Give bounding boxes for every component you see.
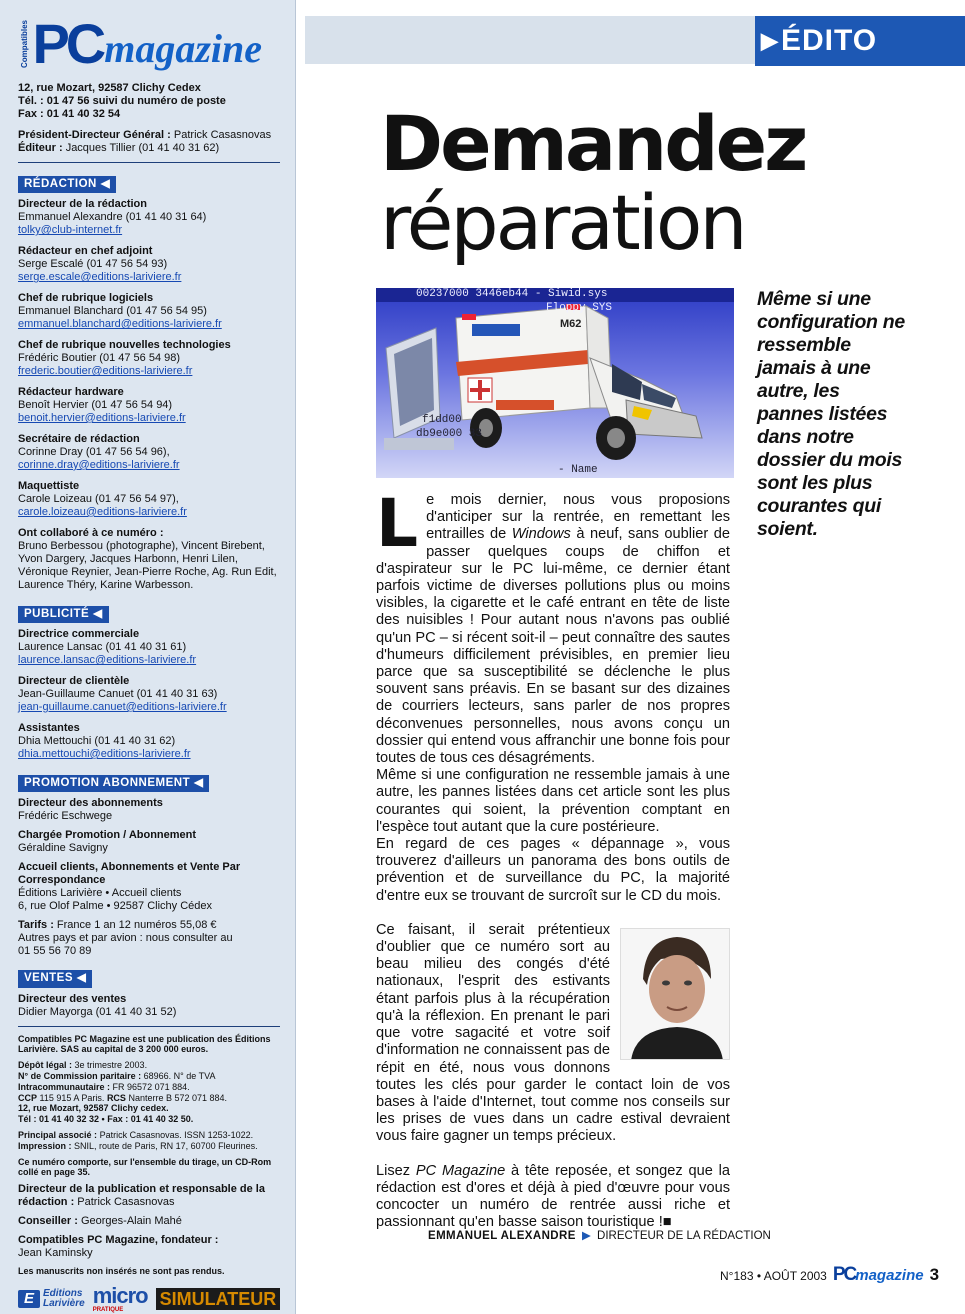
collaborators: Ont collaboré à ce numéro : Bruno Berbessou (photographe), Vincent Birebent, Yvon Dargery, Jacques Harbonn, Henri Lilen, Véronique Reynier, Jean-Pierre Roche, Ag. Run Edit, Laurence Théry, Karine Warbesson.: [18, 526, 277, 591]
chevron-left-icon: ◀: [194, 776, 204, 789]
chevron-left-icon: ◀: [77, 972, 87, 985]
divider: [18, 162, 280, 163]
staff-entry: Directeur de la rédaction Emmanuel Alexandre (01 41 40 31 64) tolky@club-internet.fr: [18, 198, 207, 237]
legal-notice: Compatibles PC Magazine est une publication des Éditions Larivière. SAS au capital de 3 200 000 euros. Dépôt légal : 3e trimestre 2003. N° de Commission paritaire : 68966. N° de TVA Intracommunautaire : FR 96572 071 884. CCP 115 915 A Paris. RCS Nanterre B 572 071 884. 12, rue Mozart, 92587 Clichy cedex. Tél : 01 41 40 32 32 • Fax : 01 41 40 32 50. Principal associé : Patrick Casasnovas. ISSN 1253-1022. Impression : SNIL, route de Paris, RN 17, 60700 Fleurines. Ce numéro comporte, sur l'ensemble du tirage, un CD-Rom collé en page 35.: [18, 1034, 281, 1179]
publicite-list: [18, 628, 281, 761]
email-link[interactable]: tolky@club-internet.fr: [18, 224, 123, 237]
header-bar: [305, 16, 755, 64]
article-headline: [380, 99, 920, 267]
tarifs: Tarifs : France 1 an 12 numéros 55,08 € Autres pays et par avion : nous consulter au 01 55 56 70 89: [18, 919, 233, 958]
publisher-address: [18, 82, 281, 121]
issue-info: N°183 • AOÛT 2003: [720, 1269, 827, 1283]
article-body: [376, 485, 730, 1231]
email-link[interactable]: dhia.mettouchi@editions-lariviere.fr: [18, 747, 191, 760]
code-line: f1dd00: [422, 414, 462, 426]
staff-entry: Directrice commerciale Laurence Lansac (01 41 40 31 61) laurence.lansac@editions-lariviere.fr: [18, 628, 197, 667]
email-link[interactable]: corinne.dray@editions-lariviere.fr: [18, 458, 180, 471]
section-header-ventes: VENTES ◀: [18, 970, 92, 988]
code-line: 00237000 3446eb44 - Siwid.sys: [416, 288, 608, 300]
arrow-right-icon: ▶: [761, 28, 779, 53]
masthead-sidebar: [0, 0, 296, 1314]
legal-details: Dépôt légal : 3e trimestre 2003. N° de Commission paritaire : 68966. N° de TVA Intracommunautaire : FR 96572 071 884. CCP 115 915 A Paris. RCS Nanterre B 572 071 884. 12, rue Mozart, 92587 Clichy cedex. Tél : 01 41 40 32 32 • Fax : 01 41 40 32 50.: [18, 1060, 228, 1125]
logo-pc: PC: [32, 12, 103, 75]
arrow-right-icon: ▶: [581, 1230, 591, 1242]
pull-quote: Même si une configuration ne ressemble jamais à une autre, les pannes listées dans notre dossier du mois sont les plus courantes qui soient.: [757, 288, 905, 540]
manuscrits-note: Les manuscrits non insérés ne sont pas rendus.: [18, 1266, 225, 1276]
publisher-logos: [18, 1282, 281, 1313]
ambulance-illustration: [376, 288, 734, 478]
headline-line-1: Demandez: [380, 99, 806, 188]
email-link[interactable]: benoit.hervier@editions-lariviere.fr: [18, 411, 186, 424]
footer-logo-magazine: magazine: [855, 1267, 924, 1284]
address-line: 12, rue Mozart, 92587 Clichy Cedex: [18, 82, 201, 94]
author-title: DIRECTEUR DE LA RÉDACTION: [597, 1230, 771, 1242]
staff-entry: Maquettiste Carole Loizeau (01 47 56 54 97), carole.loizeau@editions-lariviere.fr: [18, 479, 187, 518]
president-name: Patrick Casasnovas: [173, 128, 272, 141]
page-number: 3: [929, 1265, 940, 1284]
staff-entry: Rédacteur hardware Benoît Hervier (01 47 56 54 94) benoit.hervier@editions-lariviere.fr: [18, 386, 186, 424]
ambulance-image: [376, 288, 734, 478]
author-signature: [428, 1228, 771, 1242]
paragraph: Ce faisant, il serait prétentieux d'oublier que ce numéro sort au beau milieu des congés d'été nationaux, l'esprit des estivants étant parfois plus à la récupération qu'à la réflexion. En prenant le pari que votre sagacité et votre soif d'information ne connaissent pas de répit en été, nous vous donnons toutes les clés pour garder le contact loin de vos bases à l'aide d'Internet, tout comme nos conseils sur les prises de vues dans un cadre estival devraient vous faire gagner un temps précieux.: [376, 921, 730, 1145]
editeur-role: Éditeur :: [18, 141, 63, 154]
section-tab-edito: [755, 16, 965, 66]
staff-entry: Chef de rubrique nouvelles technologies Frédéric Boutier (01 47 56 54 98) frederic.boutier@editions-lariviere.fr: [18, 339, 231, 378]
fax-line: Fax : 01 41 40 32 54: [18, 107, 121, 120]
paragraph: Même si une configuration ne ressemble jamais à une autre, les pannes listées dans cet article sont les plus courantes qui soient, la prévention comptant en l'espèce tout autant que la cure postérieure.: [376, 767, 730, 835]
code-line: - Name: [558, 464, 598, 476]
staff-entry: Secrétaire de rédaction Corinne Dray (01 47 56 54 96), corinne.dray@editions-lariviere.fr: [18, 432, 180, 471]
paragraph: Le mois dernier, nous vous proposions d'anticiper sur la rentrée, en remettant les entrailles de Windows à neuf, sans oublier de passer quelques coups de chiffon et d'aspirateur sur le PC lui-même, ce dernier étant parfois victime de diverses pollutions plus ou moins visibles, la cigarette et le café entrant en tête de liste des nuisibles ! Pour autant nous n'avons pas oublié qu'un PC – si récent soit-il – peut connaître des sautes d'humeurs difficilement prévisibles, en premier lieu parce que sa susceptibilité se déclenche le plus souvent sans préavis. En se basant sur des dizaines de courriers lecteurs, sans parler de nos propres déconvenues personnelles, nous avons conçu un dossier qui entend vous affranchir une bonne fois pour toutes de tous ces désagréments.: [376, 485, 730, 767]
code-line: Floppy.SYS: [546, 302, 613, 314]
legal-printing: Principal associé : Patrick Casasnovas. ISSN 1253-1022. Impression : SNIL, route de Paris, RN 17, 60700 Fleurines.: [18, 1129, 258, 1151]
chevron-left-icon: ◀: [100, 177, 111, 190]
paragraph: Lisez PC Magazine à tête reposée, et songez que la rédaction est d'ores et déjà à pied d'œuvre pour vous concocter un numéro de rentrée aussi riche et passionnant qu'en basse saison touristique !■: [376, 1162, 730, 1231]
micro-simulateur-logo: SIMULATEUR: [156, 1288, 281, 1310]
redaction-list: [18, 198, 281, 591]
email-link[interactable]: emmanuel.blanchard@editions-lariviere.fr: [18, 318, 222, 331]
staff-entry: Assistantes Dhia Mettouchi (01 41 40 31 62) dhia.mettouchi@editions-lariviere.fr: [18, 721, 191, 760]
management: [18, 129, 281, 155]
lariviere-e-icon: E: [18, 1290, 40, 1308]
staff-entry: Directeur des ventes Didier Mayorga (01 41 40 31 52): [18, 992, 177, 1018]
divider: [18, 1026, 280, 1027]
staff-entry: Directeur des abonnements Frédéric Eschwege: [18, 797, 163, 823]
ambulance-label: M62: [560, 318, 582, 330]
section-label: ÉDITO: [781, 24, 878, 57]
portrait-image: [621, 929, 730, 1060]
email-link[interactable]: laurence.lansac@editions-lariviere.fr: [18, 654, 197, 667]
publication-director: Directeur de la publication et responsable de la rédaction : Patrick Casasnovas: [18, 1183, 265, 1209]
logo-compatibles: Compatibles: [20, 20, 29, 69]
drop-cap: L: [376, 485, 419, 562]
conseiller: Conseiller : Georges-Alain Mahé: [18, 1215, 182, 1228]
email-link[interactable]: serge.escale@editions-lariviere.fr: [18, 271, 182, 284]
end-mark: ■: [662, 1214, 672, 1231]
staff-entry: Directeur de clientèle Jean-Guillaume Canuet (01 41 40 31 63) jean-guillaume.canuet@editions-lariviere.fr: [18, 675, 227, 713]
staff-entry: Chargée Promotion / Abonnement Géraldine Savigny: [18, 829, 197, 855]
staff-entry: Accueil clients, Abonnements et Vente Par Correspondance Éditions Larivière • Accueil clients 6, rue Olof Palme • 92587 Clichy Cédex: [18, 861, 241, 913]
phone-line: Tél. : 01 47 56 suivi du numéro de poste: [18, 94, 226, 107]
author-name: EMMANUEL ALEXANDRE: [428, 1230, 576, 1242]
president-role: Président-Directeur Général :: [18, 128, 171, 141]
promotion-list: [18, 797, 281, 958]
pc-magazine-logo: [20, 10, 281, 75]
editeur-name: Jacques Tillier (01 41 40 31 62): [65, 141, 220, 154]
logo-magazine: magazine: [104, 26, 263, 71]
page-footer: [720, 1264, 939, 1286]
staff-entry: Rédacteur en chef adjoint Serge Escalé (01 47 56 54 93) serge.escale@editions-lariviere.fr: [18, 245, 182, 284]
email-link[interactable]: carole.loizeau@editions-lariviere.fr: [18, 505, 187, 518]
headline-line-2: réparation: [380, 178, 745, 267]
section-header-promotion: PROMOTION ABONNEMENT ◀: [18, 775, 209, 793]
email-link[interactable]: jean-guillaume.canuet@editions-lariviere.fr: [18, 701, 227, 713]
section-header-redaction: RÉDACTION ◀: [18, 176, 116, 194]
staff-entry: Chef de rubrique logiciels Emmanuel Blanchard (01 47 56 54 95) emmanuel.blanchard@editions-lariviere.fr: [18, 292, 222, 331]
editions-lariviere-logo: E Editions Larivière: [18, 1289, 85, 1309]
chevron-left-icon: ◀: [93, 607, 103, 620]
fondateur: Compatibles PC Magazine, fondateur : Jean Kaminsky: [18, 1234, 219, 1260]
author-photo: [620, 928, 730, 1060]
footer-logo-pc: PC: [832, 1264, 856, 1285]
section-header-publicite: PUBLICITÉ ◀: [18, 606, 109, 624]
email-link[interactable]: frederic.boutier@editions-lariviere.fr: [18, 365, 193, 378]
code-line: db9e000 33: [416, 428, 483, 440]
micro-pratique-logo: micro PRATIQUE: [92, 1282, 148, 1313]
paragraph: En regard de ces pages « dépannage », vous trouverez d'ailleurs un panorama des bons outils de prévention et de surveillance du PC, la majorité d'entre eux se trouvant de surcroît sur le CD du mois.: [376, 836, 730, 904]
